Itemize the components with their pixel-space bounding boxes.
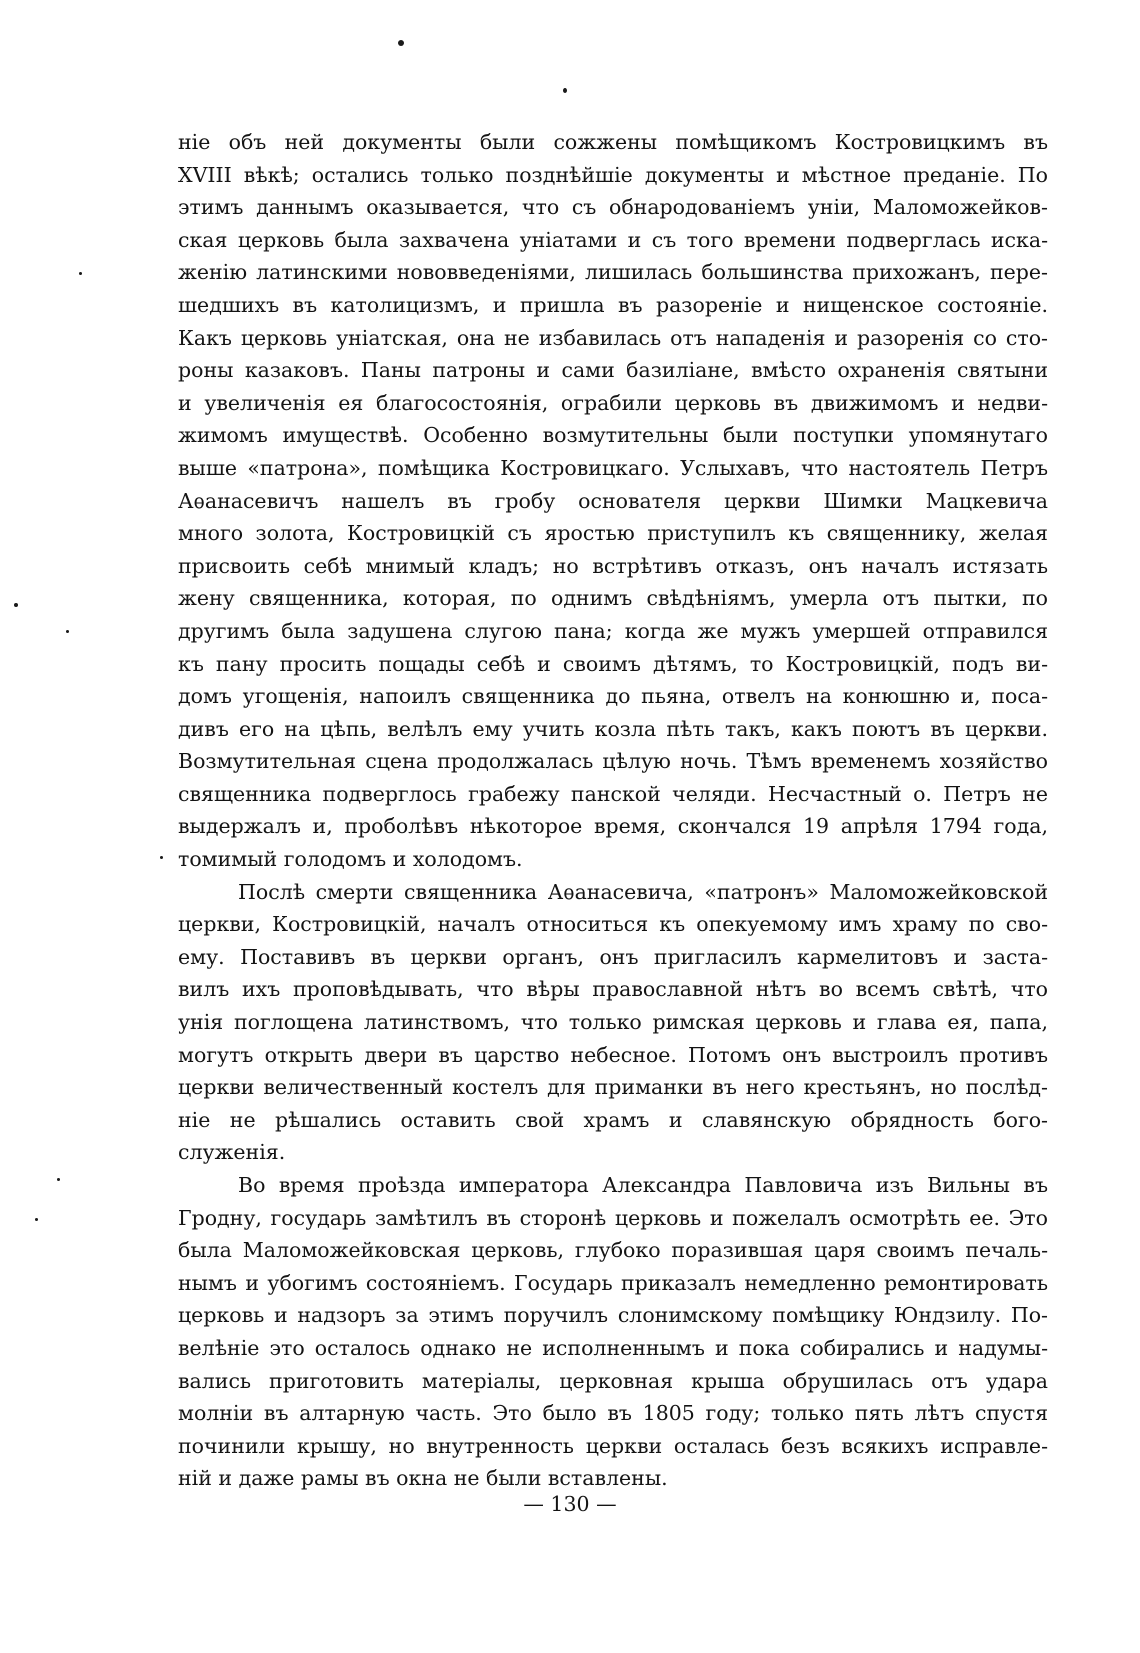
text-line: Гродну, государь замѣтилъ въ сторонѣ церковь и пожелалъ осмотрѣть ее. Это [178,1205,1048,1230]
ink-speck [79,272,82,275]
body-text [178,126,1048,1495]
text-line: велѣніе это осталось однако не исполненнымъ и пока собирались и надумы- [178,1335,1048,1360]
text-line: молніи въ алтарную часть. Это было въ 1805 году; только пять лѣтъ спустя [178,1401,1048,1426]
page-number: — 130 — [523,1492,617,1516]
text-line: къ пану просить пощады себѣ и своимъ дѣтямъ, то Костровицкій, подъ ви- [178,651,1048,676]
text-line: Какъ церковь уніатская, она не избавилась отъ нападенія и разоренія со сто- [178,325,1048,350]
ink-speck [160,856,163,859]
text-line: унія поглощена латинствомъ, что только римская церковь и глава ея, папа, [178,1010,1048,1035]
ink-speck [398,40,404,46]
text-line: томимый голодомъ и холодомъ. [178,847,523,872]
text-line: ніе не рѣшались оставить свой храмъ и славянскую обрядность бого- [178,1107,1048,1132]
ink-speck [563,88,567,93]
text-line: вилъ ихъ проповѣдывать, что вѣры православной нѣтъ во всемъ свѣтѣ, что [178,977,1048,1002]
text-line: другимъ была задушена слугою пана; когда же мужъ умершей отправился [178,618,1048,643]
text-line: Послѣ смерти священника Аѳанасевича, «патронъ» Маломожейковской [238,879,1048,904]
text-line: выдержалъ и, проболѣвъ нѣкоторое время, скончался 19 апрѣля 1794 года, [178,814,1048,839]
text-line: женію латинскими нововведеніями, лишилась большинства прихожанъ, пере- [178,260,1048,285]
ink-speck [14,603,18,607]
text-line: церковь и надзоръ за этимъ поручилъ слонимскому помѣщику Юндзилу. По- [178,1303,1048,1328]
text-line: ній и даже рамы въ окна не были вставлены. [178,1466,668,1491]
text-line: священника подверглось грабежу панской челяди. Несчастный о. Петръ не [178,781,1048,806]
text-line: XVIII вѣкѣ; остались только позднѣйшіе документы и мѣстное преданіе. По [178,162,1048,187]
text-line: Во время проѣзда императора Александра Павловича изъ Вильны въ [238,1173,1048,1197]
text-line: домъ угощенія, напоилъ священника до пьяна, отвелъ на конюшню и, поса- [178,684,1048,709]
text-line: ему. Поставивъ въ церкви органъ, онъ пригласилъ кармелитовъ и заста- [178,944,1048,969]
text-line: починили крышу, но внутренность церкви осталась безъ всякихъ исправле- [178,1433,1048,1458]
text-line: жимомъ имуществѣ. Особенно возмутительны были поступки упомянутаго [178,423,1048,448]
text-line: вались приготовить матеріалы, церковная крыша обрушилась отъ удара [178,1368,1048,1393]
text-line: служенія. [178,1140,286,1165]
text-line: и увеличенія ея благосостоянія, ограбили церковь въ движимомъ и недви- [178,390,1048,415]
text-line: ская церковь была захвачена уніатами и съ того времени подверглась иска- [178,227,1048,252]
text-line: церкви величественный костелъ для приманки въ него крестьянъ, но послѣд- [178,1075,1048,1100]
text-line: была Маломожейковская церковь, глубоко поразившая царя своимъ печаль- [178,1238,1048,1263]
text-line: Аѳанасевичъ нашелъ въ гробу основателя церкви Шимки Мацкевича [178,488,1048,513]
text-line: дивъ его на цѣпь, велѣлъ ему учить козла пѣть такъ, какъ поютъ въ церкви. [178,716,1048,741]
ink-speck [57,1178,60,1181]
ink-speck [35,1218,38,1221]
ink-speck [66,630,69,633]
text-line: ніе объ ней документы были сожжены помѣщикомъ Костровицкимъ въ [178,130,1048,154]
text-line: выше «патрона», помѣщика Костровицкаго. Услыхавъ, что настоятель Петръ [178,455,1048,480]
text-line: присвоить себѣ мнимый кладъ; но встрѣтивъ отказъ, онъ началъ истязать [178,553,1048,578]
text-line: много золота, Костровицкій съ яростью приступилъ къ священнику, желая [178,521,1048,546]
text-line: церкви, Костровицкій, началъ относиться къ опекуемому имъ храму по сво- [178,912,1048,937]
text-line: нымъ и убогимъ состояніемъ. Государь приказалъ немедленно ремонтировать [178,1270,1048,1295]
text-line: шедшихъ въ католицизмъ, и пришла въ разореніе и нищенское состояніе. [178,292,1048,317]
text-line: могутъ открыть двери въ царство небесное. Потомъ онъ выстроилъ противъ [178,1042,1048,1067]
text-line: роны казаковъ. Паны патроны и сами базиліане, вмѣсто охраненія святыни [178,358,1048,383]
text-line: жену священника, которая, по однимъ свѣдѣніямъ, умерла отъ пытки, по [178,586,1048,611]
text-line: Возмутительная сцена продолжалась цѣлую ночь. Тѣмъ временемъ хозяйство [178,749,1048,774]
text-line: этимъ даннымъ оказывается, что съ обнародованіемъ уніи, Маломожейков- [178,195,1048,220]
